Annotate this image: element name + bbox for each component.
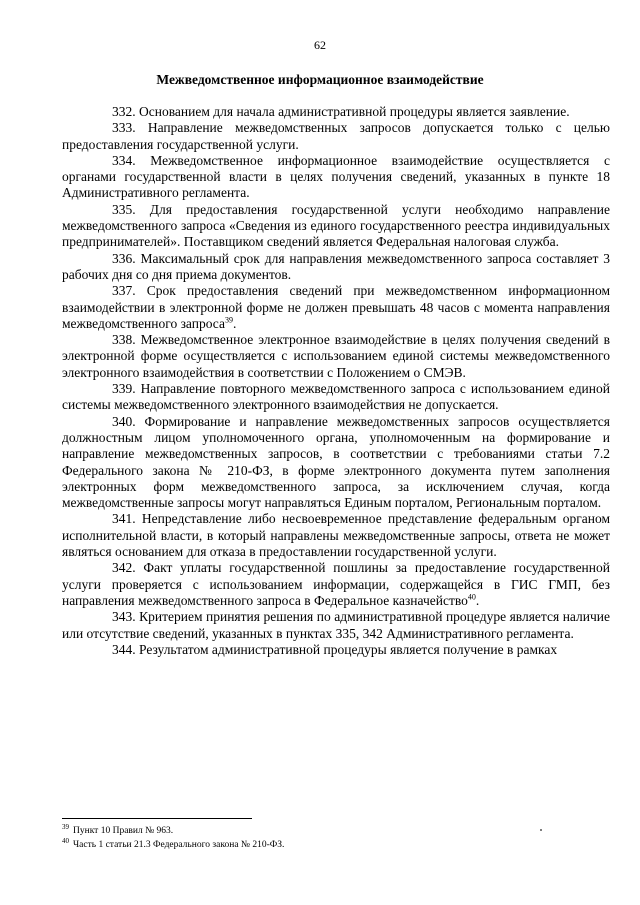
- footnote-40: [62, 838, 610, 852]
- footnote-39: [62, 824, 610, 838]
- footnote-mark: 39: [62, 822, 69, 831]
- paragraph-339: 339. Направление повторного межведомственного запроса с использованием единой системы межведомственного электронного взаимодействия не допускается.: [62, 381, 610, 413]
- paragraph-337: 337. Срок предоставления сведений при межведомственном информационном взаимодействии в электронной форме не должен превышать 48 часов с момента направления межведомственного запроса$^{39}$.: [62, 283, 610, 331]
- paragraph-338: 338. Межведомственное электронное взаимодействие в целях получения сведений в электронной форме осуществляется с использованием единой системы межведомственного электронного взаимодействия в соответствии с Положением о СМЭВ.: [62, 332, 610, 380]
- paragraph-340: 340. Формирование и направление межведомственных запросов осуществляется должностным лицом уполномоченного органа, уполномоченным на формирование и направление межведомственных запросов, в соответствии с требованиями статьи 7.2 Федерального закона № 210-ФЗ, в форме электронного документа путем заполнения электронных форм межведомственного запроса, за исключением случая, когда межведомственные запросы могут направляться Единым порталом, Региональным порталом.: [62, 413, 610, 511]
- paragraph-341: 341. Непредставление либо несвоевременное представление федеральным органом исполнительной власти, в который направлены межведомственные запросы, ответа не может являться основанием для отказа в предоставлении государственной услуги.: [62, 511, 610, 560]
- footnote-ref-39: 39: [224, 315, 233, 325]
- body-text: [62, 104, 610, 658]
- footnotes: [62, 824, 610, 852]
- paragraph-333: 333. Направление межведомственных запросов допускается только с целью предоставления государственной услуги.: [62, 120, 610, 152]
- page-number: 62: [314, 38, 326, 52]
- section-title: Межведомственное информационное взаимодействие: [156, 72, 484, 87]
- footnote-text: Пункт 10 Правил № 963.: [73, 826, 174, 836]
- paragraph-342: 342. Факт уплаты государственной пошлины за предоставление государственной услуги проверяется с использованием информации, содержащейся в ГИС ГМП, без направления межведомственного запроса в Федеральное казначейство$^{40}$.: [62, 560, 610, 608]
- paragraph-336: 336. Максимальный срок для направления межведомственного запроса составляет 3 рабочих дня со дня приема документов.: [62, 250, 610, 282]
- paragraph-335: 335. Для предоставления государственной услуги необходимо направление межведомственного запроса «Сведения из единого государственного реестра индивидуальных предпринимателей». Поставщиком сведений является Федеральная налоговая служба.: [62, 201, 610, 250]
- footnote-ref-40: 40: [467, 592, 476, 602]
- footnote-divider: [62, 818, 252, 819]
- paragraph-332: 332. Основанием для начала административной процедуры является заявление.: [112, 104, 570, 119]
- footnote-text: Часть 1 статьи 21.3 Федерального закона № 210-ФЗ.: [73, 840, 285, 850]
- paragraph-343: 343. Критерием принятия решения по административной процедуре является наличие или отсутствие сведений, указанных в пунктах 335, 342 Административного регламента.: [62, 609, 610, 641]
- footnote-mark: 40: [62, 836, 69, 845]
- paragraph-334: 334. Межведомственное информационное взаимодействие осуществляется с органами государственной власти в целях получения сведений, указанных в пункте 18 Административного регламента.: [62, 152, 610, 201]
- paragraph-344: 344. Результатом административной процедуры является получение в рамках: [112, 641, 558, 657]
